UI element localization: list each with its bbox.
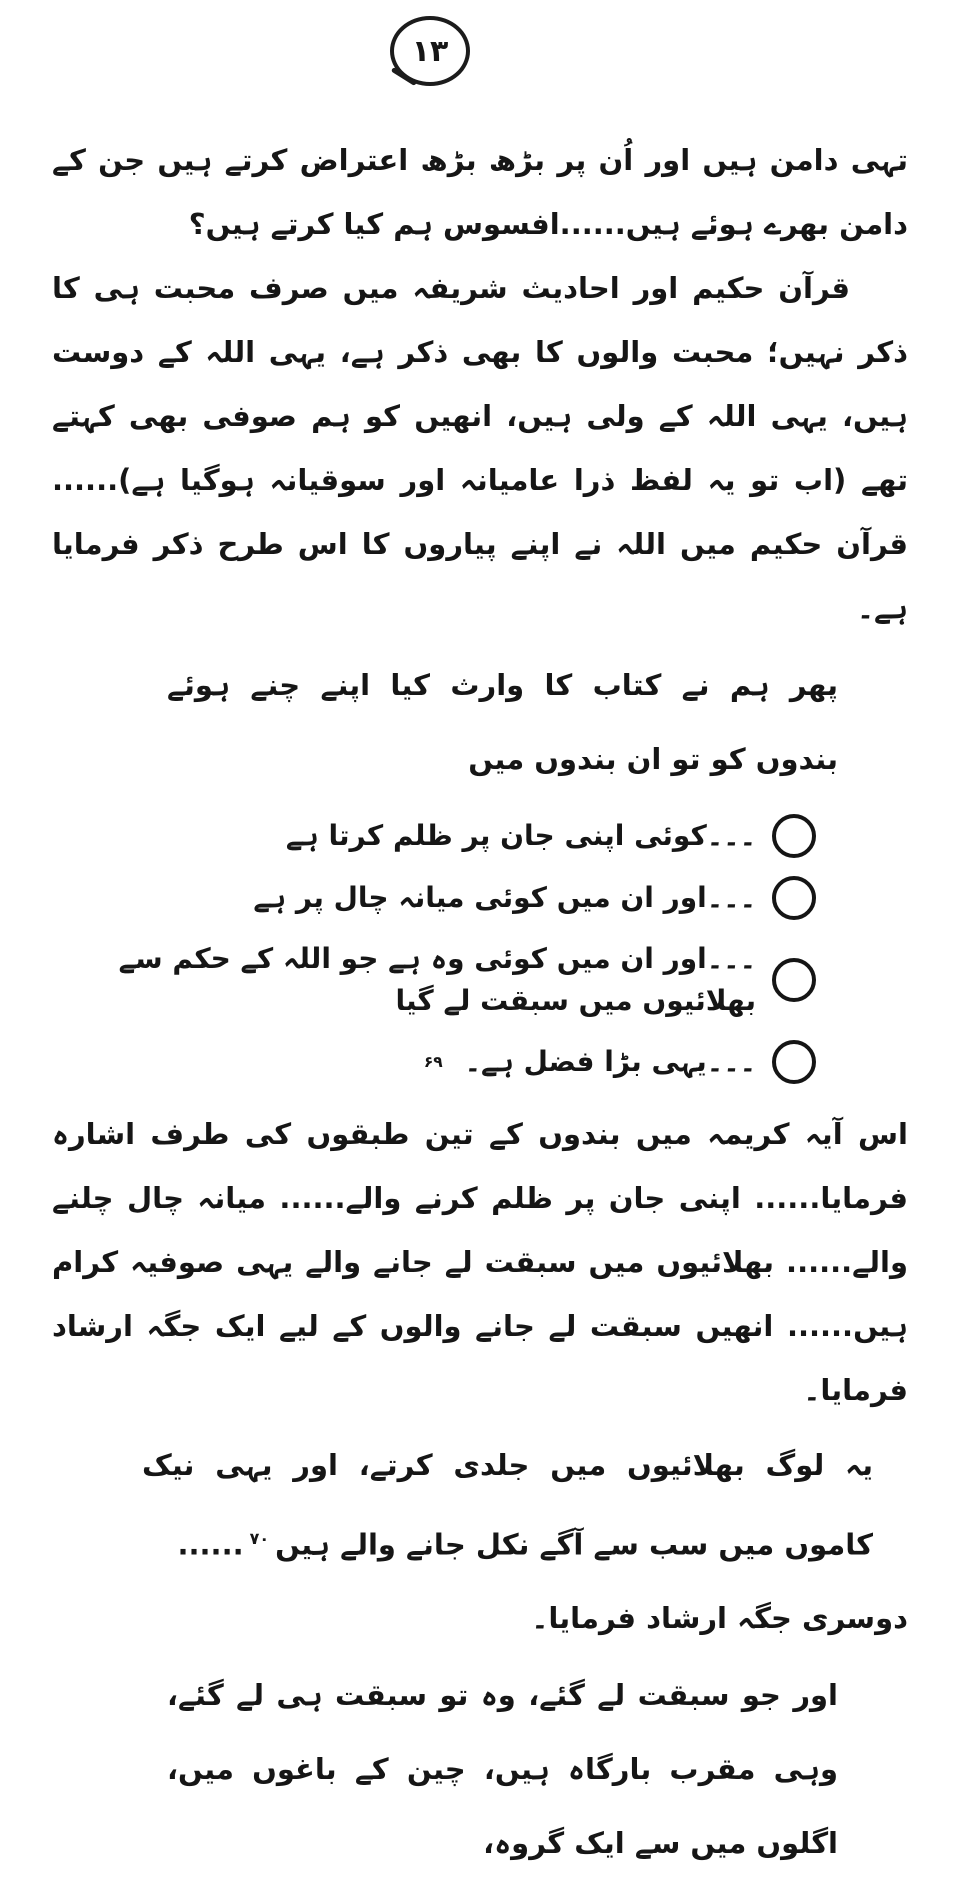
circle-bullet-icon: [772, 814, 816, 858]
list-item: [52, 814, 816, 858]
list-item-text: ۔۔۔کوئی اپنی جان پر ظلم کرتا ہے: [285, 819, 756, 852]
paragraph-1: تہی دامن ہیں اور اُن پر بڑھ بڑھ اعتراض کرتے ہیں جن کے دامن بھرے ہوئے ہیں......افسوس ہم کیا کرتے ہیں؟: [52, 143, 908, 241]
quran-quote-3: اور جو سبقت لے گئے، وہ تو سبقت ہی لے گئے، وہی مقرب بارگاہ ہیں، چین کے باغوں میں، اگلوں میں سے ایک گروہ،: [167, 1677, 838, 1860]
list-item: [52, 938, 816, 1022]
list-item: [52, 1040, 816, 1084]
paragraph-2: قرآن حکیم اور احادیث شریفہ میں صرف محبت ہی کا ذکر نہیں؛ محبت والوں کا بھی ذکر ہے، یہی اللہ کے دوست ہیں، یہی اللہ کے ولی ہیں، انھیں کو ہم صوفی بھی کہتے تھے (اب تو یہ لفظ ذرا عامیانہ اور سوقیانہ ہوگیا ہے)...... قرآن حکیم میں اللہ نے اپنے پیاروں کا اس طرح ذکر فرمایا ہے۔: [52, 271, 908, 625]
list-item-text: ۔۔۔اور ان میں کوئی میانہ چال پر ہے: [253, 881, 756, 914]
page-number-badge: [390, 16, 470, 86]
bullet-list: [52, 814, 816, 1084]
list-item-text: ۔۔۔اور ان میں کوئی وہ ہے جو اللہ کے حکم سے بھلائیوں میں سبقت لے گیا: [118, 942, 756, 1017]
quote-text: یہ لوگ بھلائیوں میں جلدی کرتے، اور یہی نیک کاموں میں سب سے آگے نکل جانے والے ہیں: [142, 1448, 873, 1562]
paragraph-4: دوسری جگہ ارشاد فرمایا۔: [531, 1600, 908, 1635]
circle-bullet-icon: [772, 876, 816, 920]
page-number: ۱۳: [411, 33, 449, 69]
circle-bullet-icon: [772, 1040, 816, 1084]
circle-bullet-icon: [772, 958, 816, 1002]
list-item-text: ۔۔۔یہی بڑا فضل ہے۔: [464, 1045, 756, 1078]
footnote-marker: ۷۰: [249, 1529, 270, 1548]
footnote-marker: ۶۹: [423, 1053, 443, 1071]
quran-quote-2: [142, 1428, 873, 1582]
paragraph-3: اس آیہ کریمہ میں بندوں کے تین طبقوں کی طرف اشارہ فرمایا...... اپنی جان پر ظلم کرنے والے...... میانہ چال چلنے والے...... بھلائیوں میں سبقت لے جانے والے یہی صوفیہ کرام ہیں...... انھیں سبقت لے جانے والوں کے لیے ایک جگہ ارشاد فرمایا۔: [52, 1117, 908, 1407]
quote-trailing-dots: ......: [177, 1527, 244, 1562]
quran-quote-1: پھر ہم نے کتاب کا وارث کیا اپنے چنے ہوئے بندوں کو تو ان بندوں میں: [167, 668, 838, 776]
list-item: [52, 876, 816, 920]
